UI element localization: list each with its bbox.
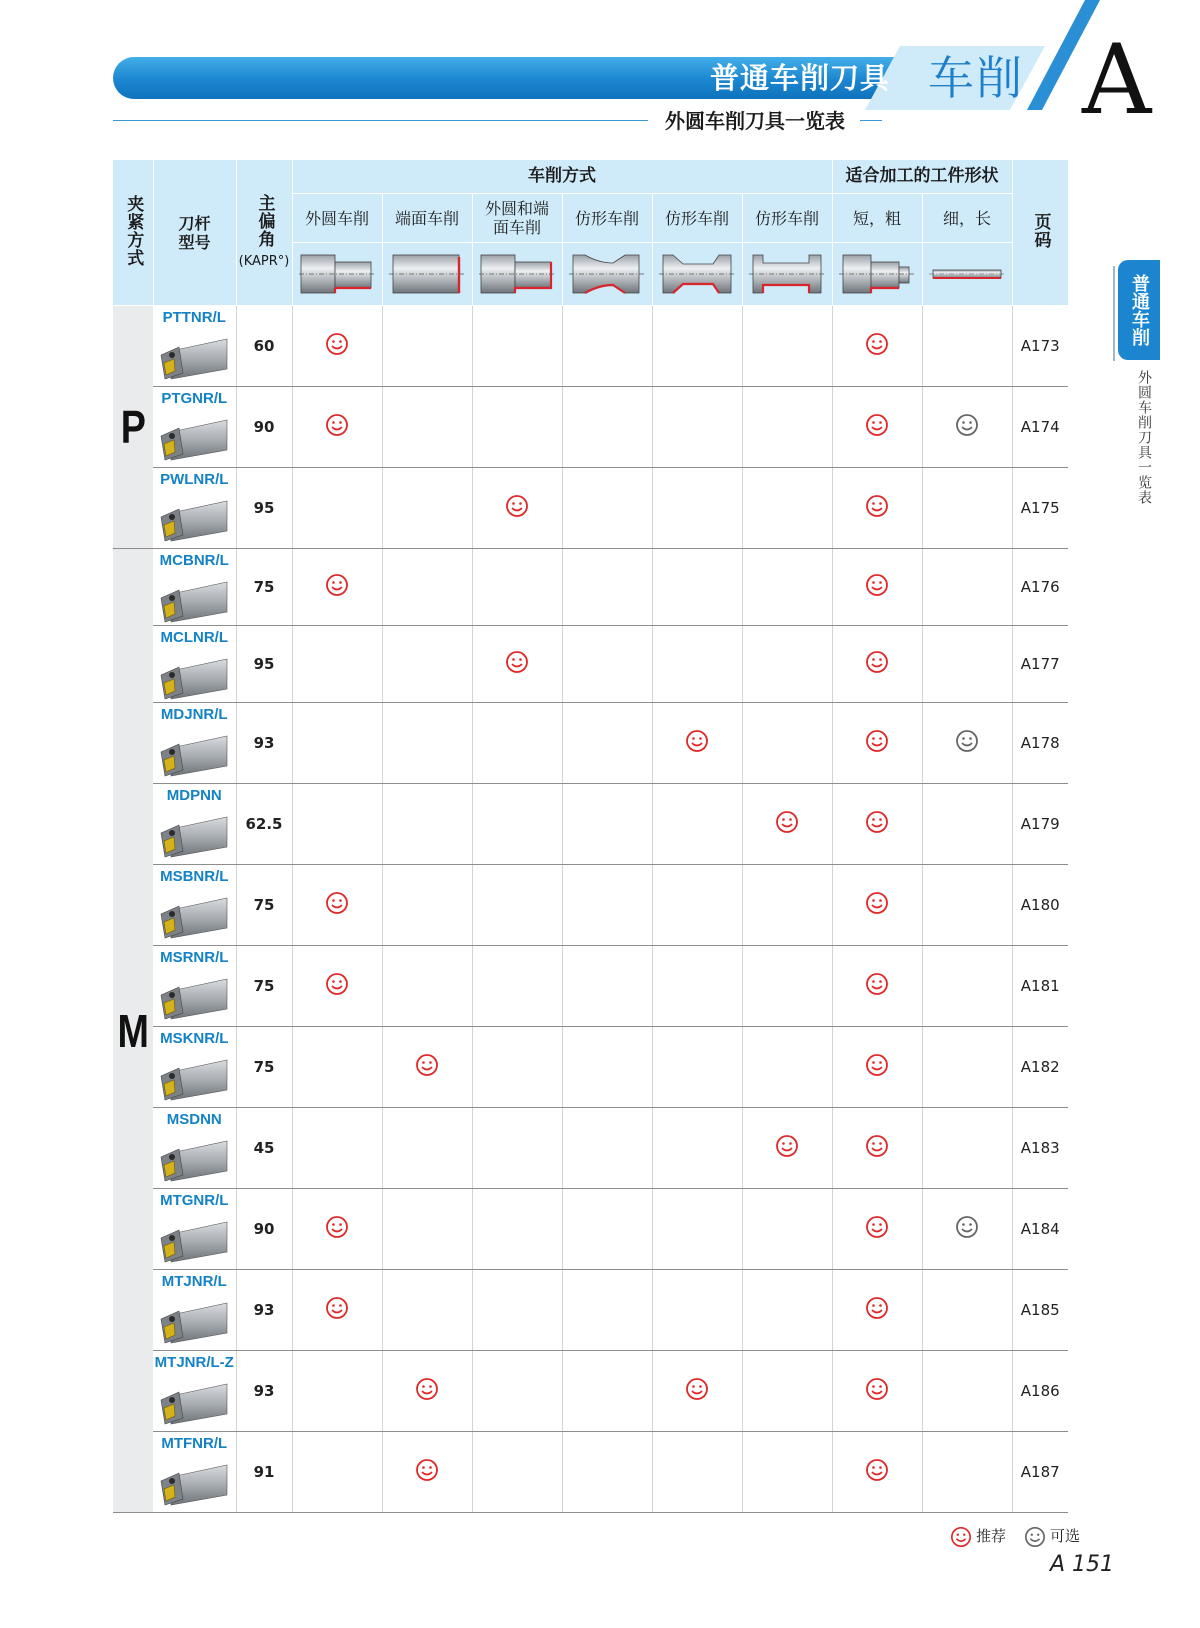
mark-cell-long-thin: [922, 1027, 1012, 1108]
header-mode-external: 外圆车削: [292, 194, 382, 243]
recommended-smiley-icon: [865, 650, 889, 674]
model-cell: [153, 784, 236, 865]
mark-cell-profiling-3: [742, 1027, 832, 1108]
page-subtitle: 外圆车削刀具一览表: [665, 109, 845, 133]
legend: [950, 1524, 1130, 1548]
mark-cell-profiling-1: [562, 306, 652, 387]
mark-cell-facing: [382, 306, 472, 387]
recommended-smiley-icon: [685, 1377, 709, 1401]
mark-cell-profiling-2: [652, 468, 742, 549]
mark-cell-external: [292, 1189, 382, 1270]
mark-cell-profiling-3: [742, 703, 832, 784]
mark-cell-profiling-2: [652, 946, 742, 1027]
lead-angle-cell: 90: [236, 387, 292, 468]
mark-cell-external: [292, 1108, 382, 1189]
recommended-smiley-icon: [865, 1215, 889, 1239]
page-ref-cell: A185: [1012, 1270, 1068, 1351]
mark-cell-profiling-1: [562, 703, 652, 784]
model-cell: [153, 1270, 236, 1351]
mark-cell-external-facing: [472, 1270, 562, 1351]
model-cell: [153, 1351, 236, 1432]
mark-cell-facing: [382, 1108, 472, 1189]
band-title: 普通车削刀具: [709, 61, 890, 95]
mark-cell-profiling-3: [742, 946, 832, 1027]
mark-cell-external: [292, 306, 382, 387]
page-ref-cell: A173: [1012, 306, 1068, 387]
model-name: PWLNR/L: [160, 471, 229, 488]
profiling-workpiece-icon-2: [652, 243, 742, 306]
tool-holder-image: [159, 1212, 229, 1264]
mark-cell-external: [292, 626, 382, 703]
model-name: MSKNR/L: [160, 1030, 229, 1047]
page-ref-cell: A175: [1012, 468, 1068, 549]
lead-angle-cell: 75: [236, 1027, 292, 1108]
recommended-smiley-icon: [325, 332, 349, 356]
lead-angle-cell: 75: [236, 946, 292, 1027]
tool-holder-image: [159, 726, 229, 778]
mark-cell-short-thick: [832, 468, 922, 549]
recommended-smiley-icon: [325, 891, 349, 915]
page-number: A 151: [1050, 1552, 1115, 1577]
mark-cell-external-facing: [472, 946, 562, 1027]
tool-holder-image: [159, 1131, 229, 1183]
header-clamp: 夹紧方式: [113, 160, 153, 306]
mark-cell-profiling-2: [652, 1351, 742, 1432]
section-letter: A: [1082, 24, 1152, 136]
long-thin-workpiece-icon: [922, 243, 1012, 306]
mark-cell-short-thick: [832, 1270, 922, 1351]
header-mode-profiling-2: 仿形车削: [652, 194, 742, 243]
recommended-smiley-icon: [865, 1377, 889, 1401]
mark-cell-long-thin: [922, 784, 1012, 865]
mark-cell-external-facing: [472, 1351, 562, 1432]
short-thick-workpiece-icon: [832, 243, 922, 306]
mark-cell-long-thin: [922, 468, 1012, 549]
mark-cell-profiling-1: [562, 1108, 652, 1189]
section-title: 车削: [928, 51, 1024, 105]
header-mode-facing: 端面车削: [382, 194, 472, 243]
mark-cell-external-facing: [472, 1027, 562, 1108]
mark-cell-external-facing: [472, 1432, 562, 1513]
page-ref-cell: A187: [1012, 1432, 1068, 1513]
mark-cell-profiling-3: [742, 1432, 832, 1513]
mark-cell-facing: [382, 1432, 472, 1513]
mark-cell-profiling-3: [742, 1189, 832, 1270]
mark-cell-profiling-1: [562, 1027, 652, 1108]
recommended-smiley-icon: [775, 810, 799, 834]
mark-cell-long-thin: [922, 703, 1012, 784]
mark-cell-profiling-2: [652, 626, 742, 703]
clamp-type-cell: [113, 306, 153, 549]
mark-cell-profiling-3: [742, 549, 832, 626]
mark-cell-external: [292, 1027, 382, 1108]
model-cell: [153, 946, 236, 1027]
tool-holder-image: [159, 572, 229, 624]
recommended-smiley-icon: [505, 494, 529, 518]
external-turning-workpiece-icon: [292, 243, 382, 306]
recommended-smiley-icon: [415, 1053, 439, 1077]
mark-cell-external-facing: [472, 1189, 562, 1270]
tool-holder-image: [159, 1050, 229, 1102]
header-mode-profiling-1: 仿形车削: [562, 194, 652, 243]
model-name: MTJNR/L: [161, 1273, 227, 1290]
mark-cell-external-facing: [472, 468, 562, 549]
mark-cell-profiling-3: [742, 468, 832, 549]
mark-cell-long-thin: [922, 865, 1012, 946]
model-cell: [153, 1432, 236, 1513]
mark-cell-short-thick: [832, 946, 922, 1027]
recommended-smiley-icon: [865, 573, 889, 597]
recommended-smiley-icon: [865, 413, 889, 437]
page-ref-cell: A180: [1012, 865, 1068, 946]
tool-holder-image: [159, 329, 229, 381]
tool-holder-image: [159, 969, 229, 1021]
side-caption: 外圆车削刀具一览表: [1136, 370, 1152, 505]
mark-cell-profiling-2: [652, 387, 742, 468]
mark-cell-profiling-3: [742, 1108, 832, 1189]
subtitle-rule-left: [113, 120, 648, 121]
mark-cell-profiling-2: [652, 1270, 742, 1351]
optional-smiley-icon: [955, 413, 979, 437]
mark-cell-long-thin: [922, 549, 1012, 626]
mark-cell-short-thick: [832, 626, 922, 703]
tool-holder-image: [159, 649, 229, 701]
recommended-smiley-icon: [865, 891, 889, 915]
recommended-smiley-icon: [325, 1215, 349, 1239]
recommended-smiley-icon: [865, 972, 889, 996]
clamp-type-label: P: [120, 401, 146, 453]
mark-cell-profiling-2: [652, 306, 742, 387]
lead-angle-cell: 93: [236, 1351, 292, 1432]
recommended-smiley-icon: [865, 810, 889, 834]
mark-cell-external: [292, 387, 382, 468]
lead-angle-cell: 93: [236, 1270, 292, 1351]
external-facing-workpiece-icon: [472, 243, 562, 306]
mark-cell-profiling-1: [562, 1432, 652, 1513]
mark-cell-profiling-1: [562, 1270, 652, 1351]
lead-angle-cell: 62.5: [236, 784, 292, 865]
mark-cell-profiling-1: [562, 549, 652, 626]
mark-cell-short-thick: [832, 865, 922, 946]
tool-holder-image: [159, 1293, 229, 1345]
model-cell: [153, 1189, 236, 1270]
mark-cell-profiling-1: [562, 468, 652, 549]
page-ref-cell: A186: [1012, 1351, 1068, 1432]
profiling-workpiece-icon-3: [742, 243, 832, 306]
table-row: [113, 1027, 1068, 1108]
mark-cell-profiling-1: [562, 784, 652, 865]
mark-cell-external: [292, 1351, 382, 1432]
recommended-smiley-icon: [865, 1053, 889, 1077]
model-name: MSRNR/L: [160, 949, 229, 966]
table-row: [113, 1270, 1068, 1351]
recommended-smiley-icon: [685, 729, 709, 753]
header-mode-profiling-3: 仿形车削: [742, 194, 832, 243]
legend-optional-label: 可选: [1050, 1527, 1081, 1545]
legend-recommended-label: 推荐: [976, 1527, 1007, 1545]
recommended-smiley-icon: [325, 972, 349, 996]
tool-holder-image: [159, 1374, 229, 1426]
lead-angle-cell: 93: [236, 703, 292, 784]
mark-cell-long-thin: [922, 306, 1012, 387]
mark-cell-profiling-2: [652, 703, 742, 784]
model-cell: [153, 387, 236, 468]
lead-angle-cell: 75: [236, 549, 292, 626]
tool-holder-image: [159, 888, 229, 940]
header-model: 刀杆 型号: [153, 160, 236, 306]
header-shape-long: 细，长: [922, 194, 1012, 243]
mark-cell-external-facing: [472, 784, 562, 865]
clamp-type-cell: [113, 549, 153, 1513]
recommended-smiley-icon: [505, 650, 529, 674]
page-ref-cell: A174: [1012, 387, 1068, 468]
mark-cell-profiling-1: [562, 946, 652, 1027]
mark-cell-profiling-2: [652, 549, 742, 626]
mark-cell-facing: [382, 1270, 472, 1351]
mark-cell-external-facing: [472, 1108, 562, 1189]
mark-cell-profiling-3: [742, 626, 832, 703]
tool-holder-image: [159, 491, 229, 543]
lead-angle-cell: 45: [236, 1108, 292, 1189]
table-row: [113, 1189, 1068, 1270]
mark-cell-short-thick: [832, 1432, 922, 1513]
mark-cell-short-thick: [832, 387, 922, 468]
lead-angle-cell: 75: [236, 865, 292, 946]
mark-cell-short-thick: [832, 784, 922, 865]
recommended-smiley-icon: [865, 1296, 889, 1320]
header-angle: 主偏角 (KAPR°): [236, 160, 292, 306]
header-mode-external-facing: 外圆和端面车削: [472, 194, 562, 243]
lead-angle-cell: 91: [236, 1432, 292, 1513]
recommended-smiley-icon: [865, 332, 889, 356]
page-ref-cell: A182: [1012, 1027, 1068, 1108]
mark-cell-profiling-1: [562, 1189, 652, 1270]
table-row: [113, 1351, 1068, 1432]
mark-cell-facing: [382, 1189, 472, 1270]
table-row: [113, 703, 1068, 784]
model-cell: [153, 703, 236, 784]
mark-cell-profiling-2: [652, 1432, 742, 1513]
page-ref-cell: A177: [1012, 626, 1068, 703]
profiling-workpiece-icon-1: [562, 243, 652, 306]
facing-workpiece-icon: [382, 243, 472, 306]
recommended-smiley-icon: [950, 1526, 972, 1548]
model-cell: [153, 549, 236, 626]
mark-cell-facing: [382, 626, 472, 703]
mark-cell-external: [292, 946, 382, 1027]
table-row: [113, 626, 1068, 703]
clamp-type-label: M: [117, 1004, 149, 1057]
mark-cell-external-facing: [472, 387, 562, 468]
mark-cell-external-facing: [472, 703, 562, 784]
mark-cell-profiling-2: [652, 1027, 742, 1108]
page-ref-cell: A184: [1012, 1189, 1068, 1270]
page-ref-cell: A183: [1012, 1108, 1068, 1189]
mark-cell-long-thin: [922, 1108, 1012, 1189]
side-tab-rule: [1113, 266, 1115, 361]
mark-cell-profiling-2: [652, 865, 742, 946]
recommended-smiley-icon: [415, 1458, 439, 1482]
mark-cell-long-thin: [922, 626, 1012, 703]
optional-smiley-icon: [1024, 1526, 1046, 1548]
model-name: MTGNR/L: [160, 1192, 229, 1209]
mark-cell-facing: [382, 703, 472, 784]
tool-holder-image: [159, 1455, 229, 1507]
recommended-smiley-icon: [865, 1458, 889, 1482]
tool-holder-image: [159, 807, 229, 859]
mark-cell-profiling-1: [562, 387, 652, 468]
mark-cell-external: [292, 784, 382, 865]
model-cell: [153, 865, 236, 946]
recommended-smiley-icon: [865, 494, 889, 518]
mark-cell-long-thin: [922, 1351, 1012, 1432]
lead-angle-cell: 90: [236, 1189, 292, 1270]
mark-cell-external-facing: [472, 549, 562, 626]
mark-cell-external-facing: [472, 626, 562, 703]
table-row: [113, 1432, 1068, 1513]
mark-cell-external: [292, 549, 382, 626]
mark-cell-external-facing: [472, 306, 562, 387]
mark-cell-profiling-3: [742, 784, 832, 865]
mark-cell-facing: [382, 784, 472, 865]
mark-cell-profiling-3: [742, 1270, 832, 1351]
recommended-smiley-icon: [775, 1134, 799, 1158]
mark-cell-external: [292, 1270, 382, 1351]
recommended-smiley-icon: [865, 729, 889, 753]
mark-cell-profiling-2: [652, 1108, 742, 1189]
tool-table: [113, 160, 1069, 1513]
mark-cell-profiling-3: [742, 387, 832, 468]
mark-cell-long-thin: [922, 946, 1012, 1027]
recommended-smiley-icon: [325, 413, 349, 437]
page-ref-cell: A181: [1012, 946, 1068, 1027]
mark-cell-facing: [382, 1351, 472, 1432]
mark-cell-profiling-2: [652, 784, 742, 865]
table-row: [113, 1108, 1068, 1189]
recommended-smiley-icon: [865, 1134, 889, 1158]
model-cell: [153, 626, 236, 703]
mark-cell-short-thick: [832, 1027, 922, 1108]
model-name: MDJNR/L: [160, 706, 228, 723]
model-cell: [153, 1108, 236, 1189]
table-row: [113, 387, 1068, 468]
page-ref-cell: A176: [1012, 549, 1068, 626]
model-name: PTGNR/L: [161, 390, 228, 407]
mark-cell-short-thick: [832, 306, 922, 387]
mark-cell-facing: [382, 1027, 472, 1108]
mark-cell-facing: [382, 946, 472, 1027]
page-ref-cell: A178: [1012, 703, 1068, 784]
model-cell: [153, 468, 236, 549]
mark-cell-profiling-2: [652, 1189, 742, 1270]
table-row: [113, 865, 1068, 946]
mark-cell-facing: [382, 865, 472, 946]
mark-cell-profiling-1: [562, 865, 652, 946]
mark-cell-long-thin: [922, 1432, 1012, 1513]
recommended-smiley-icon: [415, 1377, 439, 1401]
table-row: [113, 784, 1068, 865]
mark-cell-external-facing: [472, 865, 562, 946]
mark-cell-long-thin: [922, 1189, 1012, 1270]
lead-angle-cell: 60: [236, 306, 292, 387]
optional-smiley-icon: [955, 729, 979, 753]
mark-cell-profiling-3: [742, 865, 832, 946]
model-name: PTTNR/L: [162, 309, 226, 326]
model-name: MSBNR/L: [160, 868, 229, 885]
header-group-shape: 适合加工的工件形状: [832, 160, 1012, 194]
lead-angle-cell: 95: [236, 626, 292, 703]
mark-cell-profiling-3: [742, 306, 832, 387]
mark-cell-short-thick: [832, 1189, 922, 1270]
mark-cell-facing: [382, 549, 472, 626]
mark-cell-facing: [382, 387, 472, 468]
header-shape-short: 短，粗: [832, 194, 922, 243]
mark-cell-external: [292, 468, 382, 549]
mark-cell-long-thin: [922, 1270, 1012, 1351]
mark-cell-short-thick: [832, 1351, 922, 1432]
model-name: MTJNR/L-Z: [154, 1354, 234, 1371]
model-name: MDPNN: [166, 787, 222, 804]
mark-cell-short-thick: [832, 703, 922, 784]
model-name: MTFNR/L: [161, 1435, 228, 1452]
page-ref-cell: A179: [1012, 784, 1068, 865]
mark-cell-profiling-3: [742, 1351, 832, 1432]
model-name: MCLNR/L: [160, 629, 228, 646]
side-tab: 普通车削: [1118, 260, 1160, 360]
recommended-smiley-icon: [325, 573, 349, 597]
table-row: [113, 306, 1068, 387]
table-row: [113, 549, 1068, 626]
mark-cell-facing: [382, 468, 472, 549]
model-name: MCBNR/L: [159, 552, 229, 569]
mark-cell-profiling-1: [562, 1351, 652, 1432]
table-row: [113, 946, 1068, 1027]
mark-cell-external: [292, 1432, 382, 1513]
tool-holder-image: [159, 410, 229, 462]
mark-cell-external: [292, 703, 382, 784]
lead-angle-cell: 95: [236, 468, 292, 549]
mark-cell-long-thin: [922, 387, 1012, 468]
mark-cell-short-thick: [832, 1108, 922, 1189]
mark-cell-short-thick: [832, 549, 922, 626]
mark-cell-external: [292, 865, 382, 946]
mark-cell-profiling-1: [562, 626, 652, 703]
header-group-turning: 车削方式: [292, 160, 832, 194]
model-cell: [153, 1027, 236, 1108]
header-page: 页码: [1012, 160, 1068, 306]
table-row: [113, 468, 1068, 549]
model-cell: [153, 306, 236, 387]
table-body: [113, 306, 1068, 1513]
recommended-smiley-icon: [325, 1296, 349, 1320]
model-name: MSDNN: [166, 1111, 222, 1128]
optional-smiley-icon: [955, 1215, 979, 1239]
